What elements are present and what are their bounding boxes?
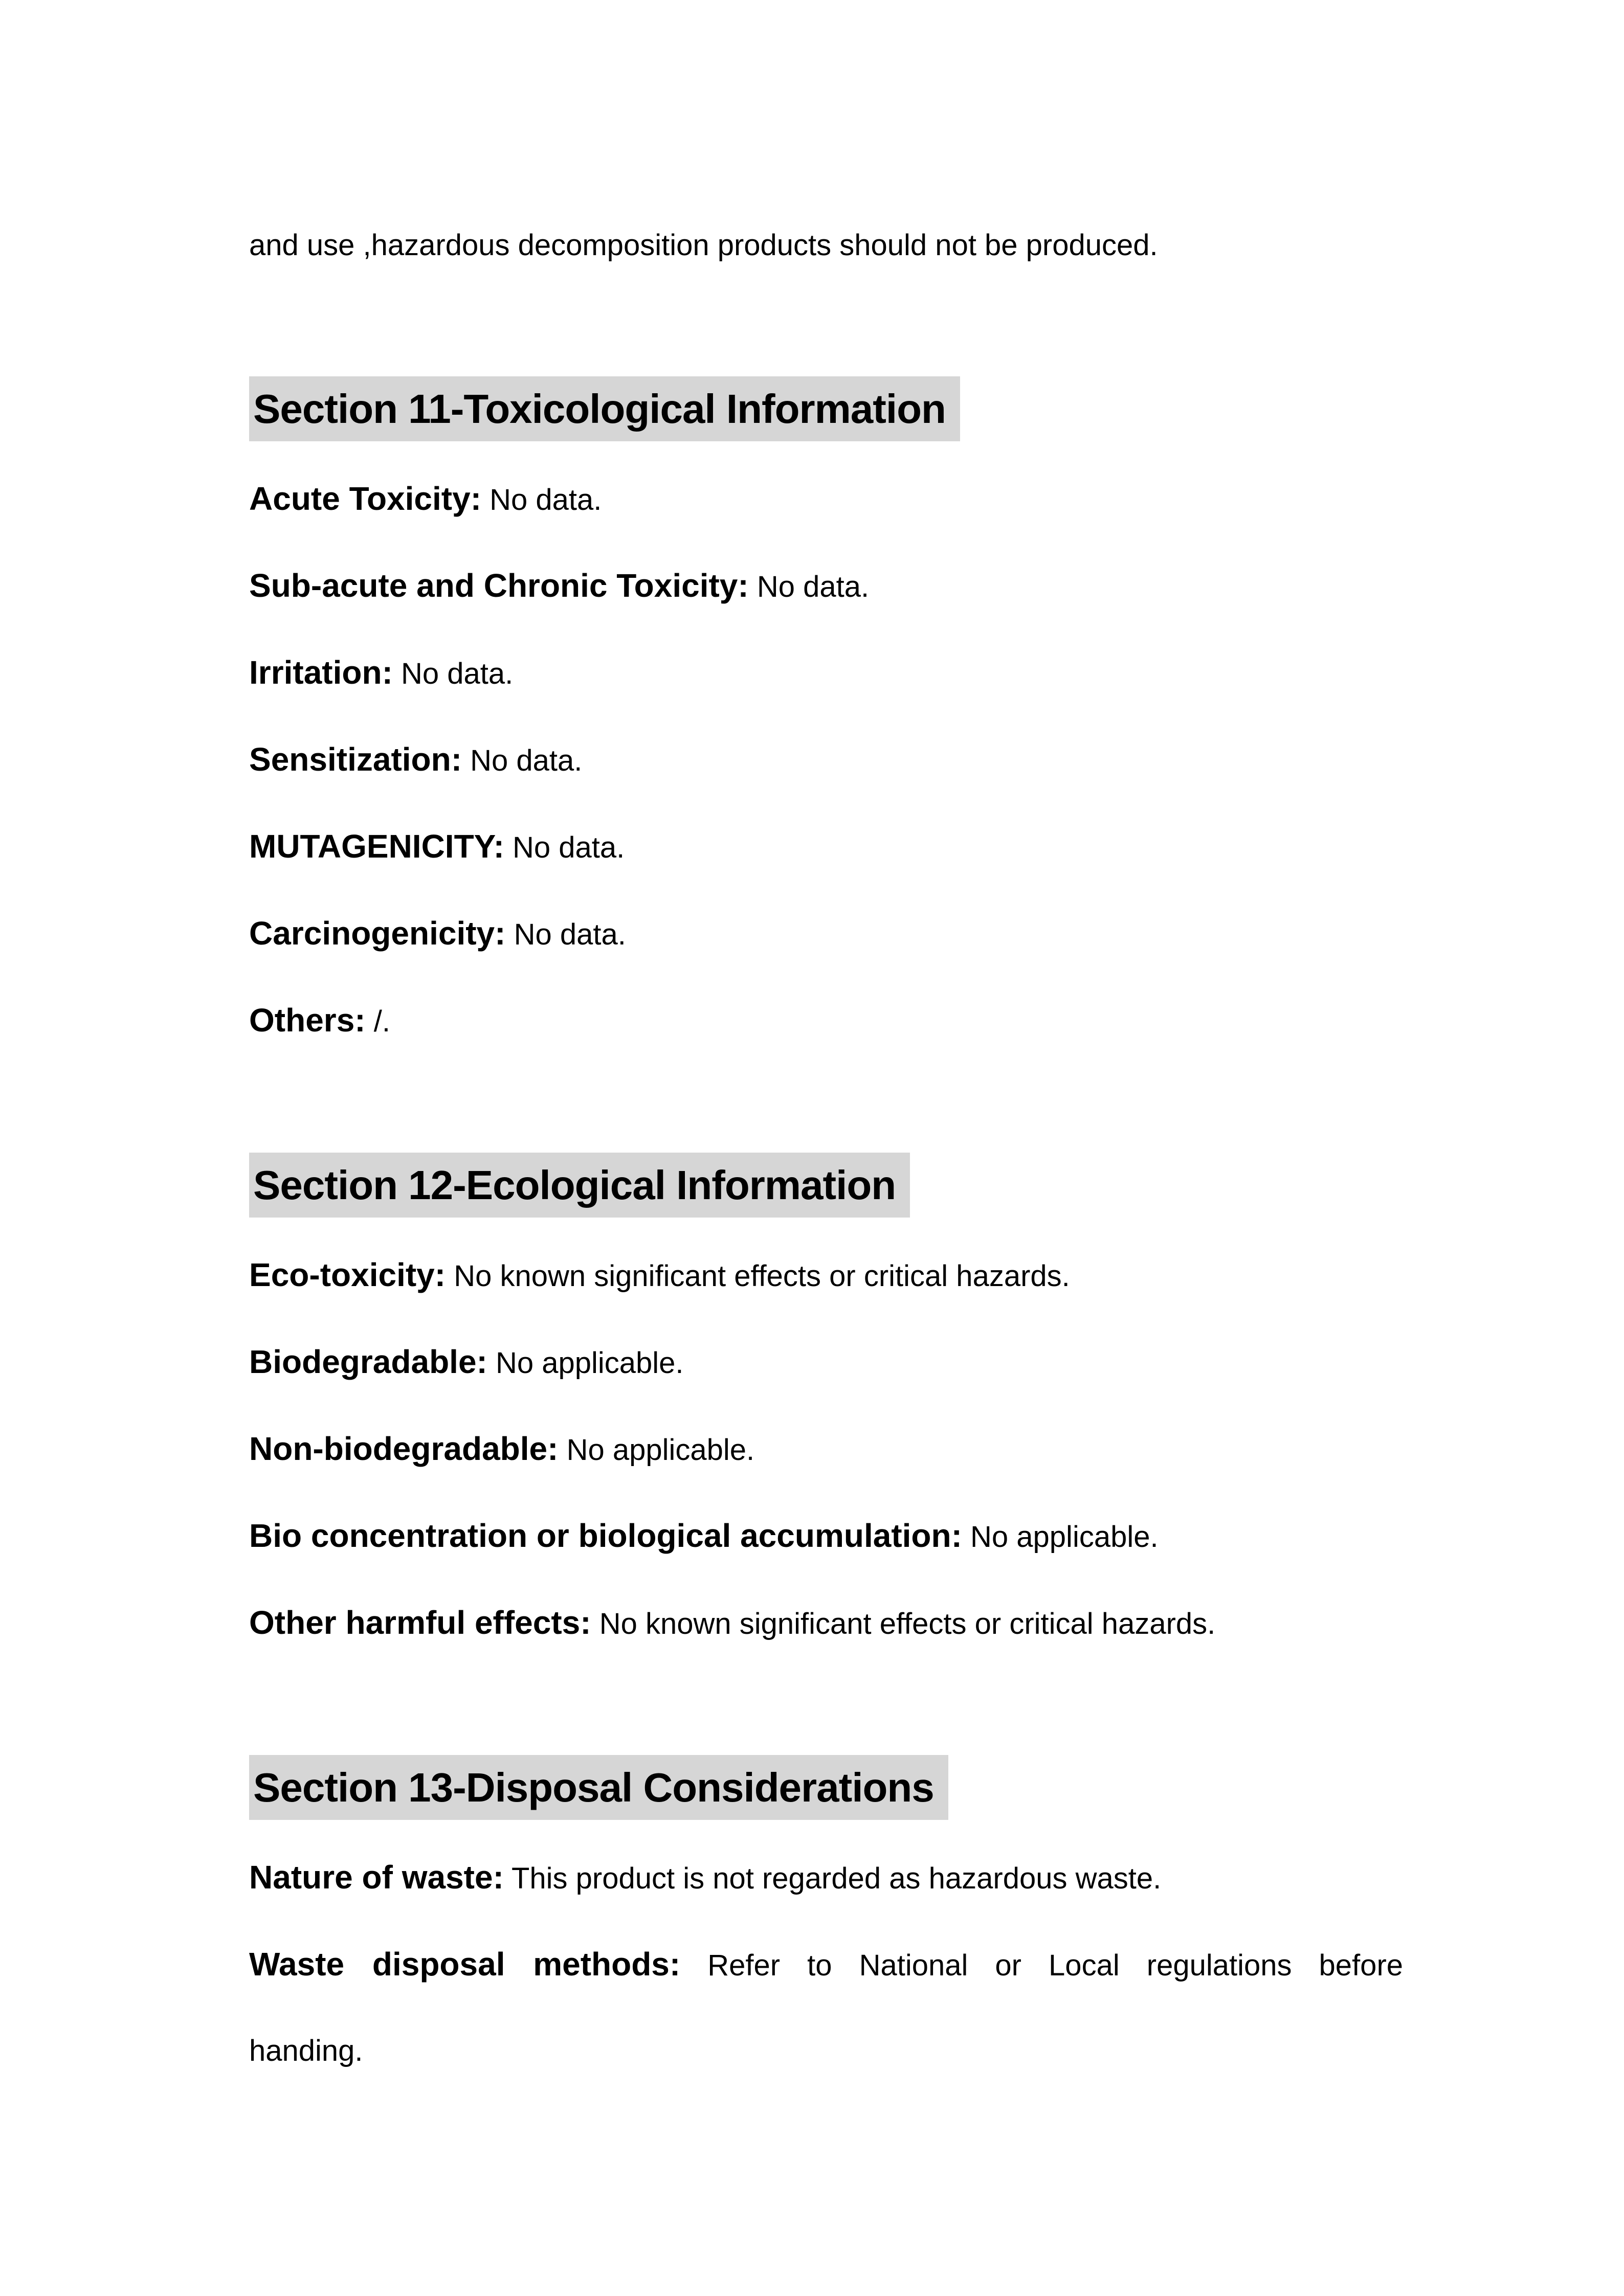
- row-nature-of-waste: [249, 1857, 1403, 1899]
- row-waste-disposal-methods: [249, 1944, 1403, 1986]
- row-label: Carcinogenicity:: [249, 915, 506, 952]
- row-bio-concentration: [249, 1515, 1403, 1558]
- row-label: Eco-toxicity:: [249, 1256, 446, 1293]
- row-value: This product is not regarded as hazardous waste.: [511, 1862, 1162, 1895]
- row-value: No data.: [470, 744, 583, 777]
- row-mutagenicity: [249, 826, 1403, 868]
- section-13-title: Section 13-Disposal Considerations: [249, 1755, 948, 1820]
- row-value: No data.: [757, 570, 870, 603]
- section-11-heading: [249, 376, 1403, 441]
- row-label: Sensitization:: [249, 741, 462, 778]
- row-label: Irritation:: [249, 654, 393, 691]
- row-value: No data.: [401, 657, 514, 690]
- row-label: Sub-acute and Chronic Toxicity:: [249, 567, 749, 604]
- row-label: Non-biodegradable:: [249, 1430, 559, 1467]
- row-non-biodegradable: [249, 1428, 1403, 1471]
- row-value: No applicable.: [495, 1346, 684, 1380]
- row-value: No known significant effects or critical hazards.: [454, 1259, 1070, 1293]
- row-label: Bio concentration or biological accumulation:: [249, 1517, 962, 1554]
- row-label: Waste disposal methods:: [249, 1946, 681, 1983]
- row-label: Nature of waste:: [249, 1859, 504, 1896]
- row-label: Other harmful effects:: [249, 1604, 591, 1641]
- row-eco-toxicity: [249, 1254, 1403, 1297]
- row-value: No data.: [513, 831, 625, 864]
- row-others: [249, 1000, 1403, 1042]
- section-11-title: Section 11-Toxicological Information: [249, 376, 960, 441]
- row-value: Refer to National or Local regulations before: [707, 1949, 1404, 1982]
- row-biodegradable: [249, 1341, 1403, 1384]
- row-waste-disposal-continuation: [249, 2031, 1403, 2072]
- row-sensitization: [249, 739, 1403, 781]
- row-value: No applicable.: [970, 1520, 1159, 1554]
- row-label: MUTAGENICITY:: [249, 828, 504, 865]
- section-12-heading: [249, 1153, 1403, 1218]
- row-label: Others:: [249, 1002, 366, 1039]
- intro-line: and use ,hazardous decomposition products should not be produced.: [249, 229, 1158, 262]
- row-value: handing.: [249, 2034, 363, 2067]
- row-carcinogenicity: [249, 913, 1403, 955]
- row-subacute-chronic-toxicity: [249, 565, 1403, 607]
- section-12-title: Section 12-Ecological Information: [249, 1153, 910, 1218]
- row-value: No data.: [514, 918, 626, 951]
- row-acute-toxicity: [249, 478, 1403, 521]
- row-irritation: [249, 652, 1403, 694]
- section-13-heading: [249, 1755, 1403, 1820]
- row-label: Acute Toxicity:: [249, 480, 481, 517]
- row-value: /.: [373, 1005, 390, 1038]
- row-other-harmful-effects: [249, 1602, 1403, 1645]
- row-value: No applicable.: [566, 1433, 755, 1467]
- row-value: No data.: [490, 483, 602, 516]
- row-label: Biodegradable:: [249, 1343, 487, 1380]
- row-value: No known significant effects or critical hazards.: [599, 1607, 1216, 1640]
